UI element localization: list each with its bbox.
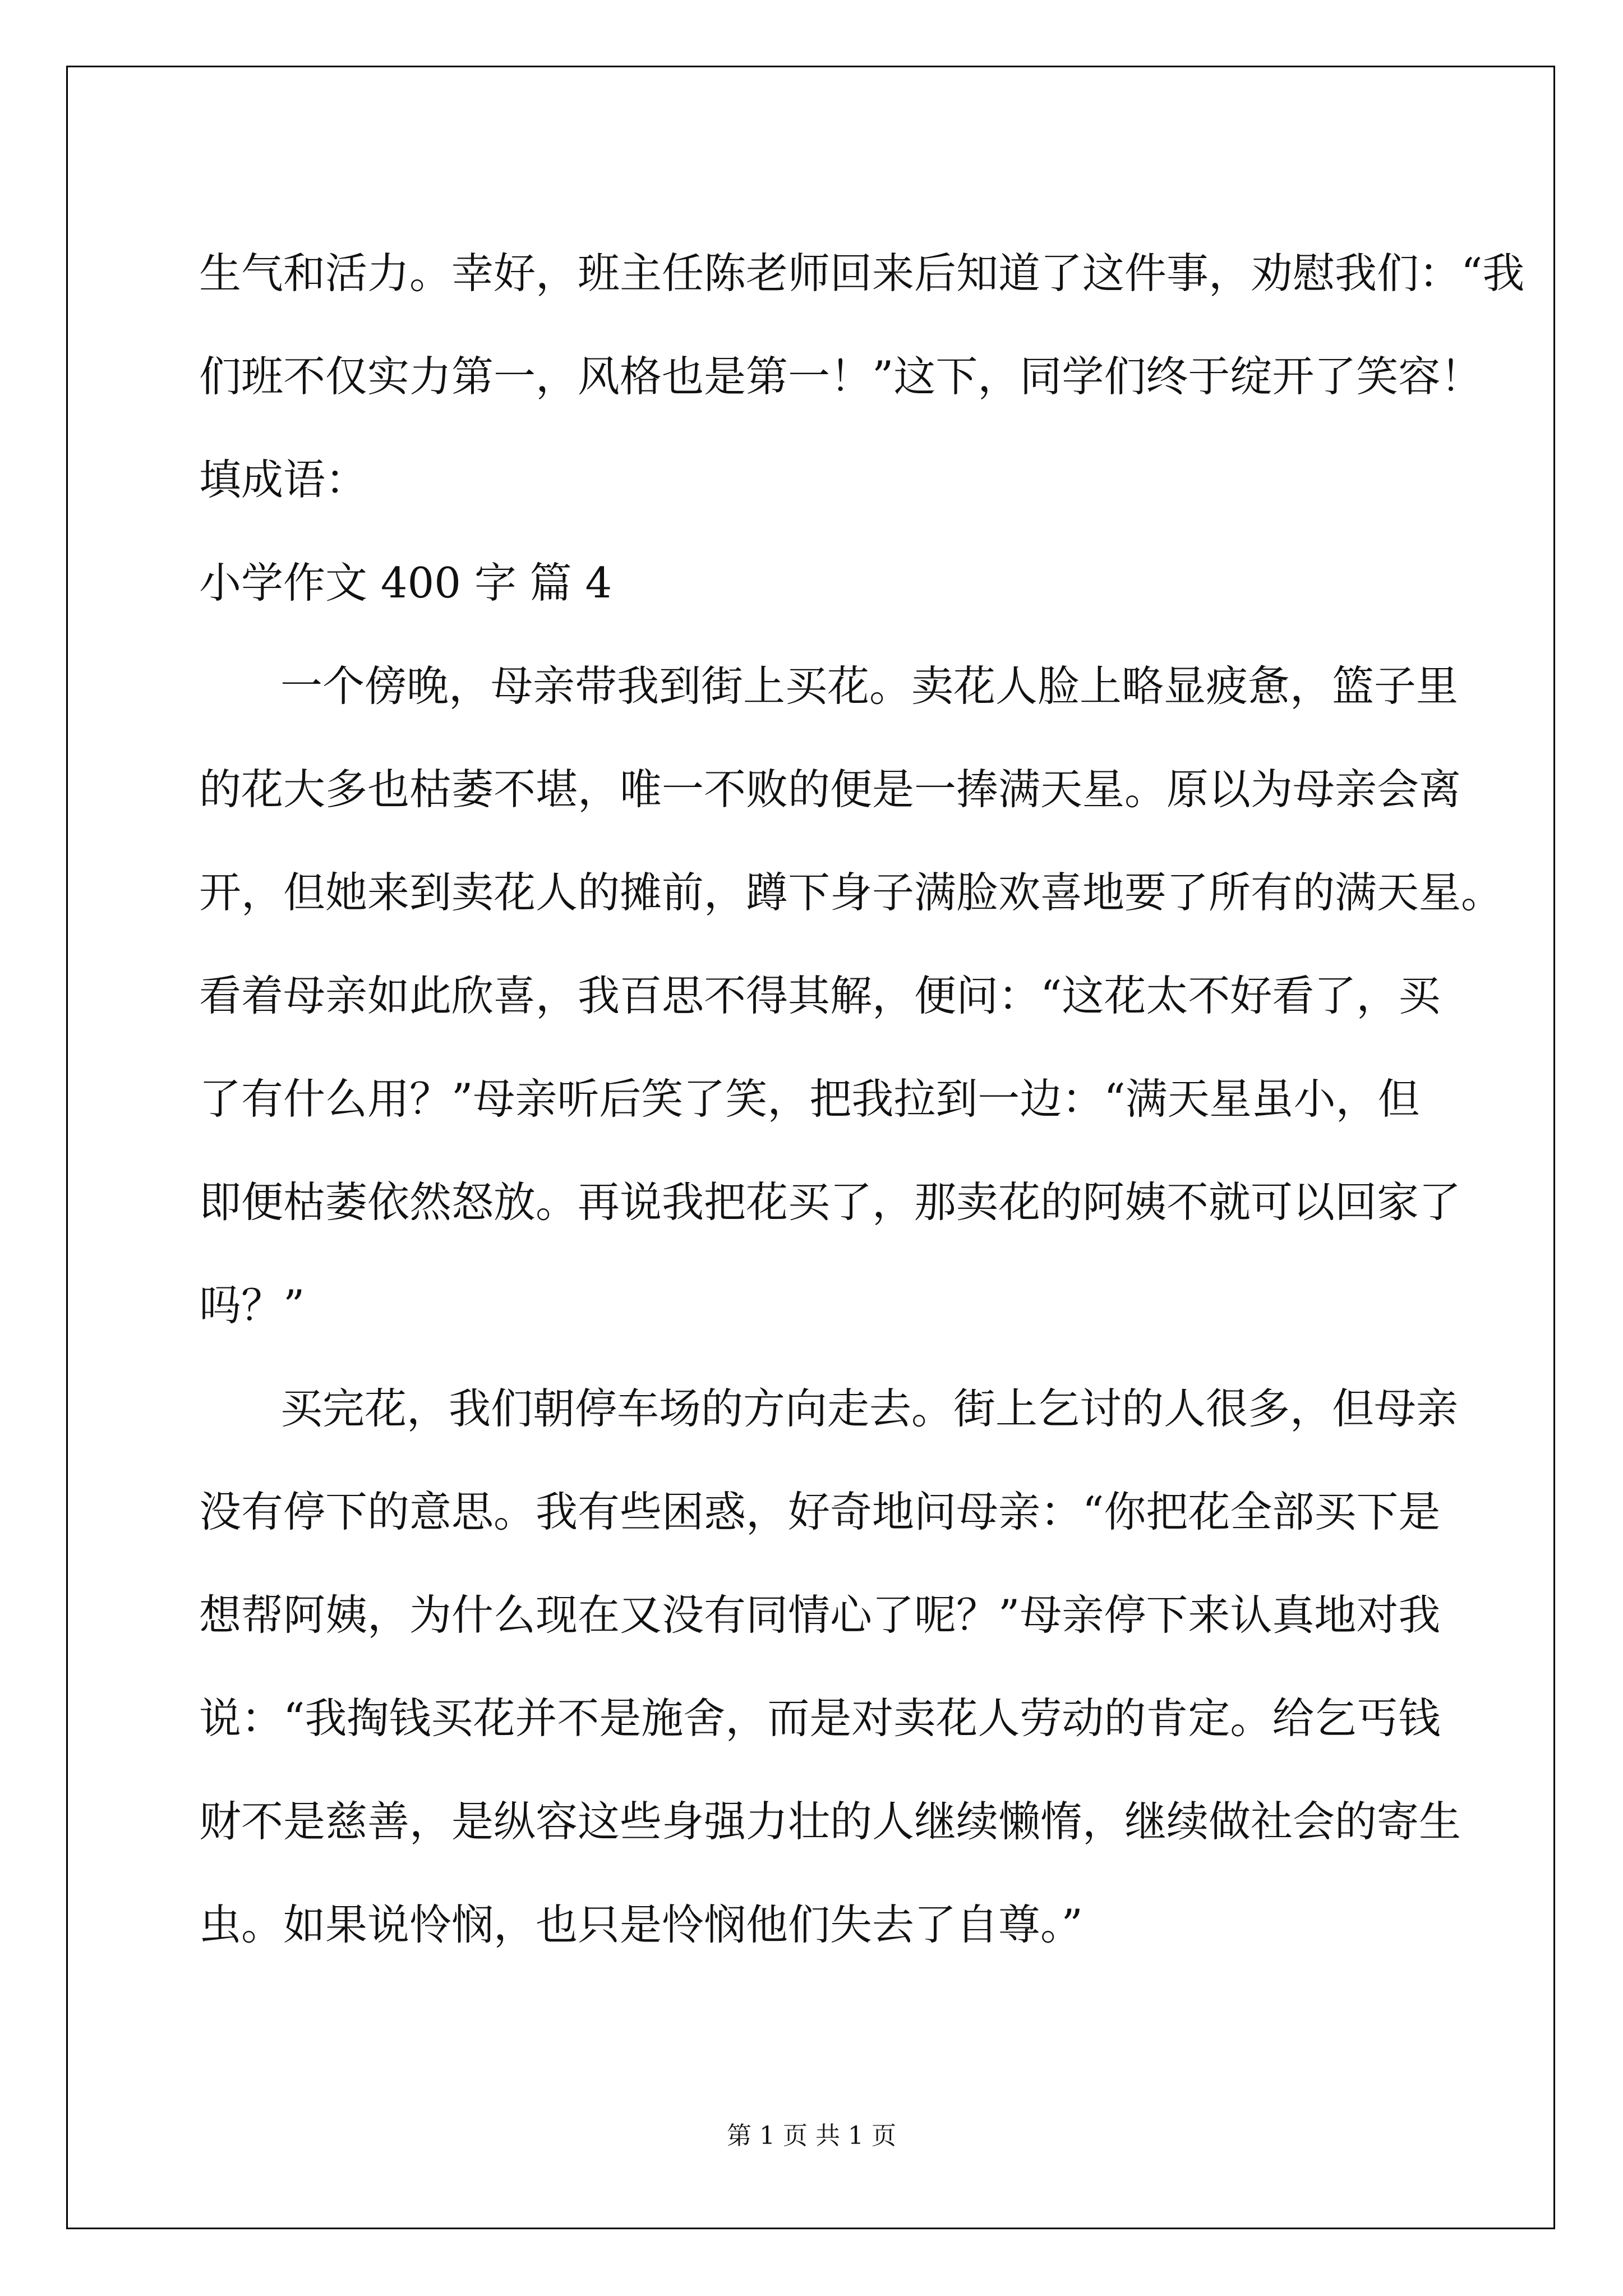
text-line-7: 开，但她来到卖花人的摊前，蹲下身子满脸欢喜地要了所有的满天星。: [199, 868, 1504, 917]
text-line-3: 填成语：: [199, 455, 368, 504]
text-line-5: 一个傍晚，母亲带我到街上买花。卖花人脸上略显疲惫，篮子里: [280, 661, 1459, 711]
section-heading: 小学作文 400 字 篇 4: [199, 558, 612, 608]
text-line-9: 了有什么用？”母亲听后笑了笑，把我拉到一边：“满天星虽小，但: [199, 1074, 1420, 1124]
text-line-14: 想帮阿姨，为什么现在又没有同情心了呢？”母亲停下来认真地对我: [199, 1590, 1441, 1640]
text-line-13: 没有停下的意思。我有些困惑，好奇地问母亲：“你把花全部买下是: [199, 1487, 1441, 1536]
text-line-10: 即便枯萎依然怒放。再说我把花买了，那卖花的阿姨不就可以回家了: [199, 1177, 1461, 1227]
text-line-6: 的花大多也枯萎不堪，唯一不败的便是一捧满天星。原以为母亲会离: [199, 765, 1461, 814]
text-line-15: 说：“我掏钱买花并不是施舍，而是对卖花人劳动的肯定。给乞丐钱: [199, 1694, 1441, 1743]
text-line-11: 吗？”: [199, 1281, 305, 1330]
text-line-1: 生气和活力。幸好，班主任陈老师回来后知道了这件事，劝慰我们：“我: [199, 249, 1525, 298]
page-number-footer: 第 1 页 共 1 页: [727, 2122, 896, 2150]
document-body: [199, 222, 1525, 1976]
text-line-12: 买完花，我们朝停车场的方向走去。街上乞讨的人很多，但母亲: [280, 1384, 1459, 1433]
text-line-16: 财不是慈善，是纵容这些身强力壮的人继续懒惰，继续做社会的寄生: [199, 1797, 1461, 1846]
text-line-2: 们班不仅实力第一，风格也是第一！”这下，同学们终于绽开了笑容！: [199, 352, 1483, 401]
text-line-17: 虫。如果说怜悯，也只是怜悯他们失去了自尊。”: [199, 1900, 1083, 1949]
text-line-8: 看着母亲如此欣喜，我百思不得其解，便问：“这花太不好看了，买: [199, 971, 1441, 1020]
